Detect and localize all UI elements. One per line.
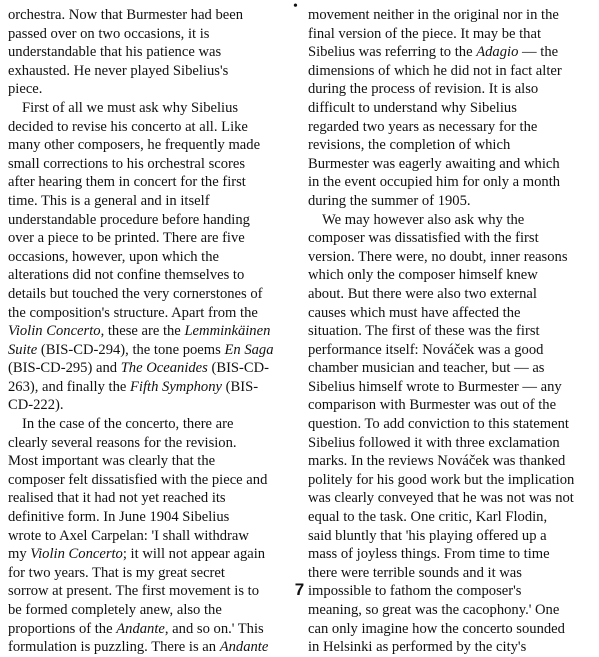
text-line: situation. The first of these was the first bbox=[308, 323, 540, 340]
text-line: Burmester was eagerly awaiting and which bbox=[308, 155, 560, 172]
text-line: realised that it had not yet reached its bbox=[8, 490, 226, 507]
top-mark: • bbox=[293, 0, 298, 14]
text-line: about. But there were also two external bbox=[308, 285, 537, 302]
text-line: movement neither in the original nor in the bbox=[308, 7, 559, 23]
text-line: piece. bbox=[8, 81, 43, 98]
page-number: 7 bbox=[294, 580, 305, 599]
text-line: over a piece to be printed. There are five bbox=[8, 230, 245, 247]
text-line: definitive form. In June 1904 Sibelius bbox=[8, 509, 230, 526]
text-line: many other composers, he frequently made bbox=[8, 137, 261, 154]
text-line: the composition's structure. Apart from the bbox=[8, 304, 258, 321]
text-line: composer felt dissatisfied with the piece and bbox=[8, 471, 268, 488]
text-line: during the process of revision. It is also bbox=[308, 81, 539, 98]
text-line: CD-222). bbox=[8, 397, 64, 414]
text-line: which only the composer himself knew bbox=[308, 267, 538, 284]
text-line: In the case of the concerto, there are bbox=[22, 416, 234, 433]
text-line: (BIS-CD-295) and The Oceanides (BIS-CD- bbox=[8, 360, 270, 377]
text-line: impossible to fathom the composer's bbox=[308, 583, 522, 600]
text-line: formulation is puzzling. There is an Andante bbox=[8, 639, 269, 656]
text-line: understandable that his patience was bbox=[8, 44, 222, 61]
text-line: clearly several reasons for the revision. bbox=[8, 434, 237, 451]
text-line: time. This is a general and in itself bbox=[8, 192, 210, 209]
text-line: performance itself: Nováček was a good bbox=[308, 341, 544, 358]
text-line: during the summer of 1905. bbox=[308, 192, 471, 209]
text-line: exhausted. He never played Sibelius's bbox=[8, 62, 229, 79]
text-line: occasions, however, upon which the bbox=[8, 248, 219, 265]
text-line: dimensions of which he did not in fact alter bbox=[308, 62, 562, 79]
text-line: version. There were, no doubt, inner reasons bbox=[308, 248, 568, 265]
text-line: passed over on two occasions, it is bbox=[8, 25, 210, 42]
text-line: Sibelius followed it with three exclamation bbox=[308, 434, 560, 451]
text-line: question. To add conviction to this statement bbox=[308, 416, 569, 433]
text-line: comparison with Burmester was out of the bbox=[308, 397, 557, 414]
text-line: We may however also ask why the bbox=[322, 211, 525, 228]
text-line: for two years. That is my great secret bbox=[8, 564, 225, 581]
text-line: after hearing them in concert for the first bbox=[8, 174, 246, 191]
text-line: sorrow at present. The first movement is to bbox=[8, 583, 260, 600]
text-line: causes which must have affected the bbox=[308, 304, 521, 321]
text-line: marks. In the reviews Nováček was thanked bbox=[308, 453, 566, 470]
left-text-column bbox=[8, 6, 294, 657]
text-line: was clearly conveyed that he was not was not bbox=[308, 490, 574, 507]
text-line: composer was dissatisfied with the first bbox=[308, 230, 539, 247]
text-line: proportions of the Andante, and so on.' This bbox=[8, 620, 264, 637]
text-line: decided to revise his concerto at all. Like bbox=[8, 118, 248, 135]
text-line: alterations did not confine themselves to bbox=[8, 267, 245, 284]
text-line: my Violin Concerto; it will not appear again bbox=[8, 546, 266, 563]
text-line: in the event occupied him for only a month bbox=[308, 174, 561, 191]
text-line: politely for his good work but the implication bbox=[308, 471, 575, 488]
text-line: regarded two years as necessary for the bbox=[308, 118, 538, 135]
text-line: mass of joyless things. From time to time bbox=[308, 546, 550, 563]
text-line: Sibelius was referring to the Adagio — the bbox=[308, 44, 559, 61]
text-line: 263), and finally the Fifth Symphony (BIS- bbox=[8, 378, 259, 395]
text-line: can only imagine how the concerto sounded bbox=[308, 620, 565, 637]
text-line: final version of the piece. It may be that bbox=[308, 25, 542, 42]
text-line: in Helsinki as performed by the city's bbox=[308, 639, 527, 656]
text-line: details but touched the very cornerstones of bbox=[8, 285, 263, 302]
text-line: First of all we must ask why Sibelius bbox=[22, 99, 239, 116]
text-line: equal to the task. One critic, Karl Flodin, bbox=[308, 509, 548, 526]
text-line: Violin Concerto, these are the Lemminkäinen bbox=[8, 323, 271, 340]
text-line: Suite (BIS-CD-294), the tone poems En Saga bbox=[8, 341, 274, 358]
text-line: said bluntly that 'his playing offered up a bbox=[308, 527, 547, 544]
text-line: there were terrible sounds and it was bbox=[308, 564, 522, 581]
text-line: wrote to Axel Carpelan: 'I shall withdraw bbox=[8, 527, 249, 544]
text-line: orchestra. Now that Burmester had been bbox=[8, 7, 244, 23]
text-line: chamber musician and teacher, but — as bbox=[308, 360, 545, 377]
text-line: Most important was clearly that the bbox=[8, 453, 216, 470]
text-line: be formed completely anew, also the bbox=[8, 602, 222, 618]
text-line: difficult to understand why Sibelius bbox=[308, 99, 517, 116]
text-line: small corrections to his orchestral scores bbox=[8, 155, 246, 172]
text-line: Sibelius himself wrote to Burmester — any bbox=[308, 378, 562, 395]
text-line: meaning, so great was the cacophony.' One bbox=[308, 602, 560, 618]
right-text-column bbox=[308, 6, 591, 657]
text-line: revisions, the completion of which bbox=[308, 137, 511, 154]
text-line: understandable procedure before handing bbox=[8, 211, 250, 228]
